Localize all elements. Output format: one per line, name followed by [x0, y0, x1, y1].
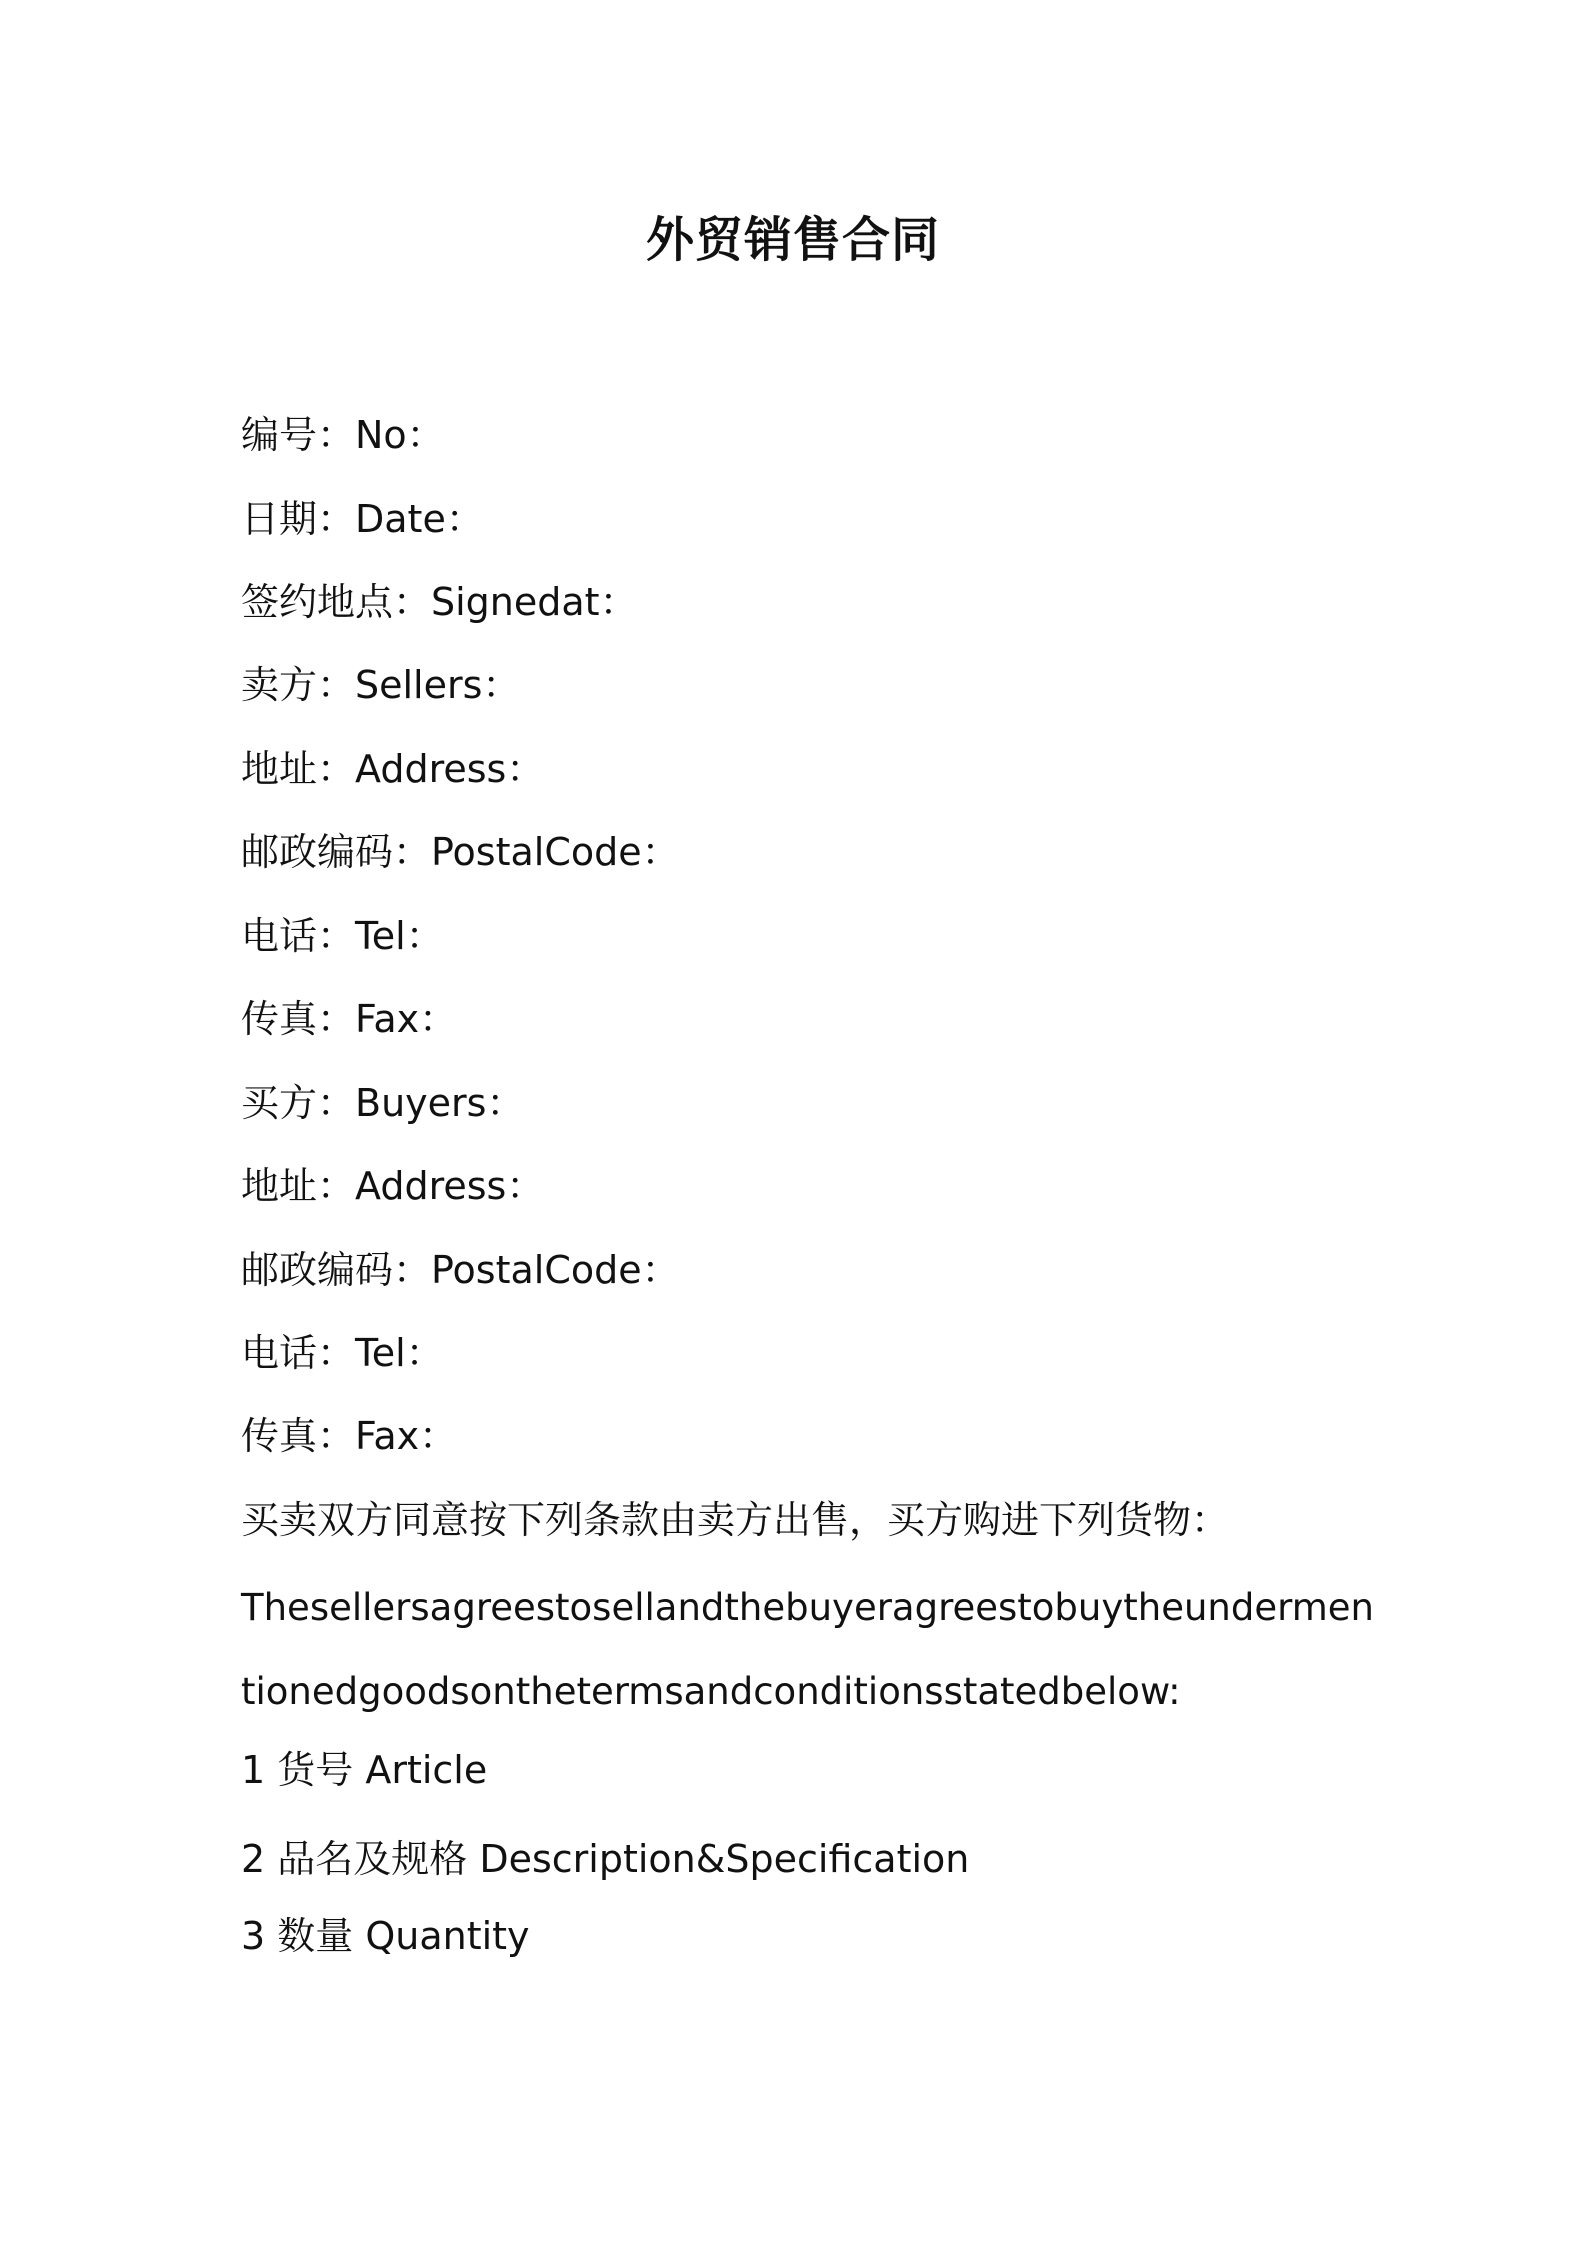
document-title: 外贸销售合同: [645, 212, 940, 268]
item-quantity: 3 数量 Quantity: [241, 1914, 530, 1958]
field-sellers: 卖方：Sellers：: [241, 663, 521, 707]
field-buyers: 买方：Buyers：: [241, 1081, 525, 1125]
field-seller-fax: 传真：Fax：: [241, 997, 458, 1041]
field-buyer-address: 地址：Address：: [241, 1164, 545, 1208]
item-article: 1 货号 Article: [241, 1748, 488, 1792]
field-buyer-tel: 电话：Tel：: [241, 1331, 444, 1375]
field-date: 日期：Date：: [241, 497, 484, 541]
intro-chinese: 买卖双方同意按下列条款由卖方出售，买方购进下列货物：: [241, 1498, 1230, 1542]
field-number: 编号：No：: [241, 413, 445, 457]
field-signed-at: 签约地点：Signedat：: [241, 580, 638, 624]
field-buyer-fax: 传真：Fax：: [241, 1414, 458, 1458]
field-seller-address: 地址：Address：: [241, 747, 545, 791]
field-buyer-postal-code: 邮政编码：PostalCode：: [241, 1248, 680, 1292]
field-seller-postal-code: 邮政编码：PostalCode：: [241, 830, 680, 874]
intro-english-line-1: Thesellersagreestosellandthebuyeragreestobuytheundermen: [241, 1586, 1374, 1629]
intro-english-line-2: tionedgoodsonthetermsandconditionsstatedbelow:: [241, 1670, 1181, 1713]
item-description: 2 品名及规格 Description&Specification: [241, 1837, 970, 1881]
field-seller-tel: 电话：Tel：: [241, 914, 444, 958]
